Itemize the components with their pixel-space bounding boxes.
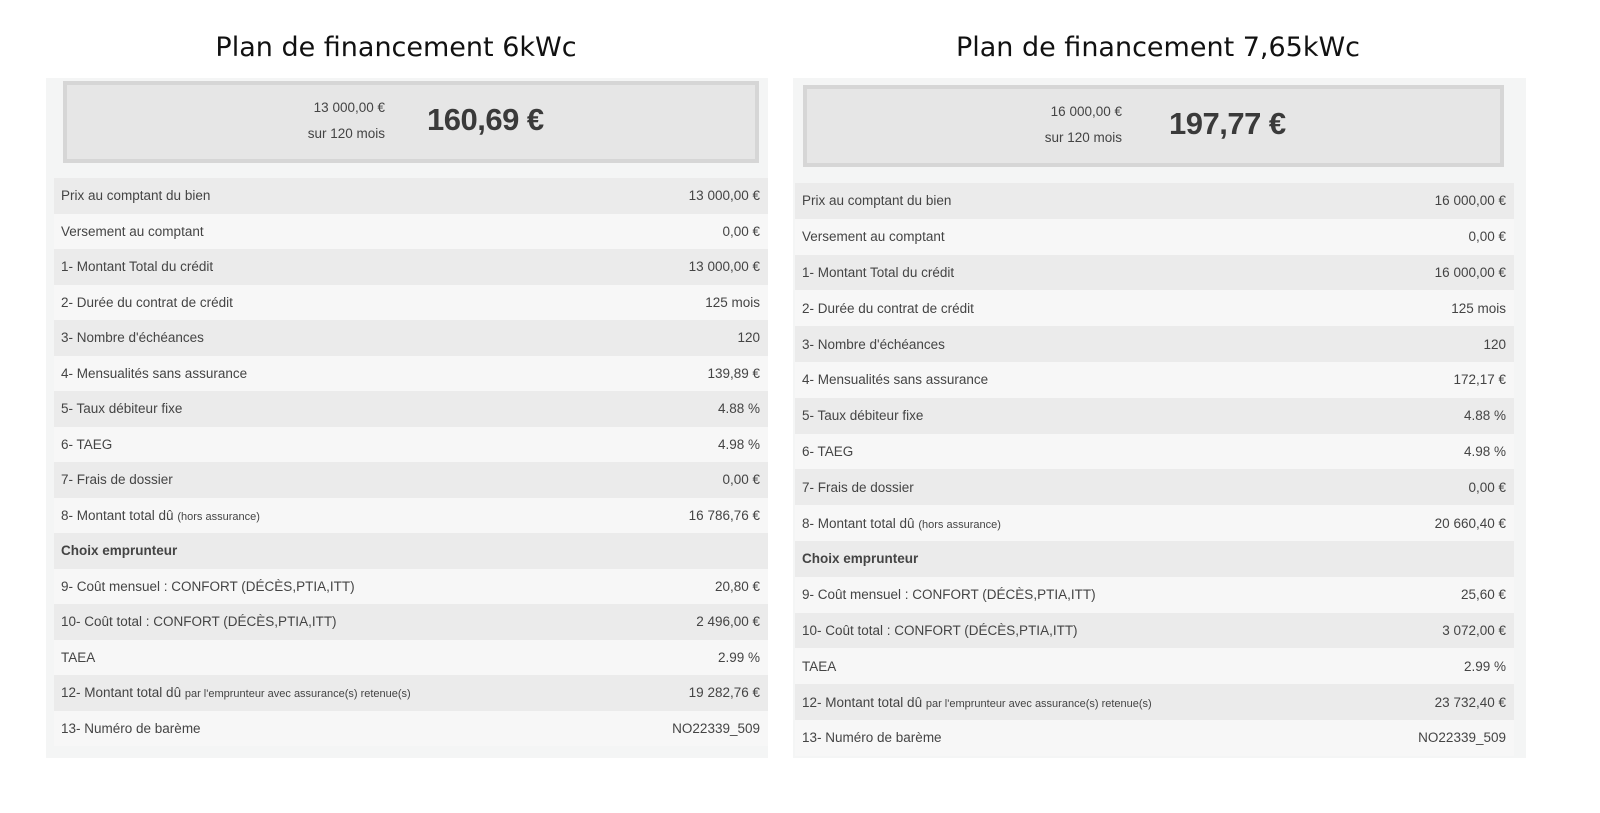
row-label-text: 4- Mensualités sans assurance	[61, 365, 248, 381]
row-label	[802, 695, 1152, 710]
row-label-text: 1- Montant Total du crédit	[61, 259, 214, 275]
row-label-note: (hors assurance)	[918, 518, 1001, 531]
table-row	[54, 320, 768, 356]
table-row	[795, 434, 1514, 470]
row-label-text: Prix au comptant du bien	[802, 193, 952, 209]
row-label	[61, 330, 204, 345]
row-value: 0,00 €	[722, 223, 760, 239]
table-row	[54, 569, 768, 605]
row-value: 3 072,00 €	[1442, 622, 1506, 638]
row-value: 20 660,40 €	[1434, 515, 1506, 531]
summary-left	[308, 95, 385, 147]
table-row	[54, 249, 768, 285]
row-label	[802, 480, 914, 495]
row-value: 125 mois	[705, 294, 760, 310]
summary-duration: sur 120 mois	[307, 126, 385, 141]
row-label	[802, 444, 853, 459]
table-row	[795, 398, 1514, 434]
table-row	[54, 604, 768, 640]
row-label-text: Choix emprunteur	[802, 551, 919, 567]
table-row	[795, 648, 1514, 684]
row-label	[61, 721, 201, 736]
row-label	[802, 551, 918, 566]
row-value: 4.98 %	[1463, 443, 1506, 459]
row-label-text: Versement au comptant	[61, 223, 204, 239]
row-value: 2 496,00 €	[696, 614, 760, 630]
row-label-text: 5- Taux débiteur fixe	[61, 401, 183, 417]
row-label	[802, 659, 836, 674]
table-row	[54, 285, 768, 321]
table-row	[795, 219, 1514, 255]
row-label	[802, 372, 988, 387]
row-value: 125 mois	[1451, 300, 1506, 316]
row-label	[802, 408, 923, 423]
table-row	[795, 469, 1514, 505]
row-label-text: Choix emprunteur	[61, 543, 178, 559]
row-label-note: par l'emprunteur avec assurance(s) retenue(s)	[925, 697, 1152, 710]
row-label-text: Prix au comptant du bien	[61, 188, 211, 204]
row-label-text: 8- Montant total dû	[802, 515, 915, 531]
summary-duration: sur 120 mois	[1044, 130, 1122, 145]
table-row	[795, 720, 1514, 756]
row-value: 13 000,00 €	[688, 188, 760, 204]
table-row	[54, 711, 768, 747]
row-label	[61, 259, 213, 274]
row-label	[61, 579, 355, 594]
row-value: 13 000,00 €	[688, 259, 760, 275]
row-label-text: 4- Mensualités sans assurance	[802, 372, 989, 388]
row-label-text: 6- TAEG	[61, 436, 113, 452]
table-row	[54, 498, 768, 534]
row-value: 19 282,76 €	[688, 685, 760, 701]
table-row	[795, 326, 1514, 362]
summary-monthly: 197,77 €	[1169, 106, 1286, 141]
table-row	[54, 427, 768, 463]
row-label-text: TAEA	[802, 658, 837, 674]
table-row	[795, 255, 1514, 291]
row-value: 16 000,00 €	[1434, 193, 1506, 209]
row-label	[61, 437, 112, 452]
row-label-text: 6- TAEG	[802, 443, 854, 459]
summary-box	[803, 85, 1504, 167]
row-label	[61, 650, 95, 665]
row-label	[61, 472, 173, 487]
summary-left	[1045, 99, 1122, 151]
row-label-text: 10- Coût total : CONFORT (DÉCÈS,PTIA,ITT)	[61, 614, 337, 630]
row-label	[61, 366, 247, 381]
row-label-text: 13- Numéro de barème	[802, 730, 942, 746]
table-row	[54, 462, 768, 498]
row-value: 2.99 %	[717, 649, 760, 665]
row-label	[61, 508, 260, 523]
plan-title: Plan de financement 6kWc	[215, 32, 577, 63]
row-value: NO22339_509	[1418, 730, 1506, 746]
row-value: 16 000,00 €	[1434, 264, 1506, 280]
row-label-text: TAEA	[61, 649, 96, 665]
details-table	[54, 178, 768, 746]
row-value: 4.98 %	[717, 436, 760, 452]
row-label	[802, 337, 945, 352]
row-label-text: 2- Durée du contrat de crédit	[802, 300, 974, 316]
row-label	[61, 614, 337, 629]
financing-panel	[46, 78, 768, 758]
row-value: 0,00 €	[722, 472, 760, 488]
row-label-text: 2- Durée du contrat de crédit	[61, 294, 233, 310]
row-label-note: par l'emprunteur avec assurance(s) retenue(s)	[184, 688, 411, 701]
summary-monthly: 160,69 €	[427, 102, 544, 137]
row-value: 4.88 %	[1463, 408, 1506, 424]
row-label-text: 9- Coût mensuel : CONFORT (DÉCÈS,PTIA,ITT)	[802, 587, 1096, 603]
row-value: 172,17 €	[1453, 372, 1506, 388]
details-table	[795, 183, 1514, 756]
row-label-text: 7- Frais de dossier	[802, 479, 914, 495]
table-row	[54, 214, 768, 250]
row-value: 16 786,76 €	[688, 507, 760, 523]
row-label	[802, 587, 1096, 602]
row-label	[61, 224, 204, 239]
table-row	[54, 640, 768, 676]
row-value: 120	[1483, 336, 1506, 352]
row-label-text: 7- Frais de dossier	[61, 472, 173, 488]
row-value: 2.99 %	[1463, 658, 1506, 674]
row-label-text: 12- Montant total dû	[802, 694, 923, 710]
row-label-text: 5- Taux débiteur fixe	[802, 408, 924, 424]
plan-title: Plan de financement 7,65kWc	[955, 32, 1361, 63]
row-label	[61, 401, 182, 416]
row-value: 4.88 %	[717, 401, 760, 417]
row-label-text: 13- Numéro de barème	[61, 720, 201, 736]
table-row	[54, 675, 768, 711]
summary-amount: 16 000,00 €	[1050, 104, 1122, 119]
row-label-text: 3- Nombre d'échéances	[61, 330, 204, 346]
table-row	[795, 290, 1514, 326]
row-value: 0,00 €	[1468, 479, 1506, 495]
table-row	[795, 183, 1514, 219]
row-label	[802, 730, 942, 745]
row-label	[802, 193, 951, 208]
row-label	[802, 229, 945, 244]
summary-box	[63, 81, 759, 163]
row-label	[802, 623, 1078, 638]
table-row	[54, 391, 768, 427]
table-row	[795, 362, 1514, 398]
row-label	[802, 265, 954, 280]
section-header	[54, 533, 768, 569]
row-value: 139,89 €	[707, 365, 760, 381]
section-header	[795, 541, 1514, 577]
table-row	[795, 505, 1514, 541]
table-row	[795, 684, 1514, 720]
row-label-text: 1- Montant Total du crédit	[802, 264, 955, 280]
row-label	[61, 543, 177, 558]
row-label-text: 3- Nombre d'échéances	[802, 336, 945, 352]
table-row	[795, 577, 1514, 613]
row-label	[802, 516, 1001, 531]
row-value: 0,00 €	[1468, 229, 1506, 245]
row-label	[61, 295, 233, 310]
financing-panel	[793, 78, 1526, 758]
row-label	[61, 685, 411, 700]
row-label-text: 10- Coût total : CONFORT (DÉCÈS,PTIA,ITT)	[802, 622, 1078, 638]
row-value: NO22339_509	[672, 720, 760, 736]
row-value: 23 732,40 €	[1434, 694, 1506, 710]
table-row	[54, 178, 768, 214]
row-value: 120	[737, 330, 760, 346]
row-label	[802, 301, 974, 316]
row-label	[61, 188, 210, 203]
row-label-text: 9- Coût mensuel : CONFORT (DÉCÈS,PTIA,ITT)	[61, 578, 355, 594]
row-label-text: 8- Montant total dû	[61, 507, 174, 523]
row-value: 25,60 €	[1460, 587, 1506, 603]
table-row	[795, 613, 1514, 649]
table-row	[54, 356, 768, 392]
row-label-text: 12- Montant total dû	[61, 685, 182, 701]
summary-amount: 13 000,00 €	[313, 100, 385, 115]
row-label-note: (hors assurance)	[177, 510, 260, 523]
row-label-text: Versement au comptant	[802, 229, 945, 245]
row-value: 20,80 €	[714, 578, 760, 594]
